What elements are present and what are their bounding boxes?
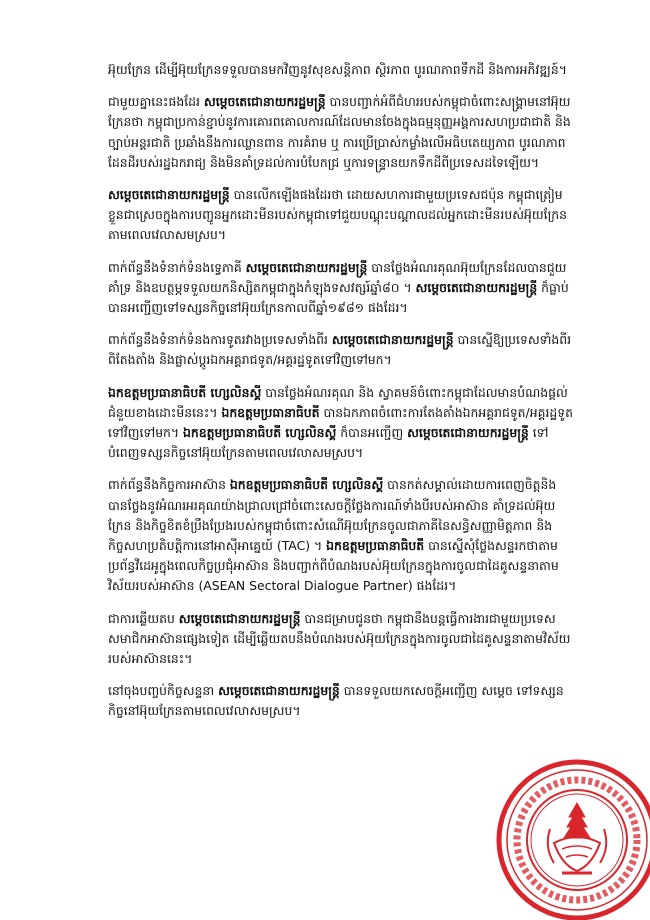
bold-text: សម្តេចតេជោនាយករដ្ឋមន្ត្រី [203,94,326,110]
document-body [108,60,573,734]
text-run: បានលើកឡើងផងដែរថា ដោយសហការជាមួយប្រទេសជប៉ុន កម្ពុជាត្រៀមខ្លួនជាស្រេចក្នុងការបញ្ជូនអ្នកដោះមីនរបស់កម្ពុជាទៅជួយបណ្តុះបណ្តាលដល់អ្នកដោះមីនរបស់អ៊ុយក្រែនតាមពេលវេលាសមស្រប។ [108,187,568,243]
bold-text: ឯកឧត្តមប្រធានាធិបតី ហ្សេលិនស្គី [229,477,384,493]
text-run: បានស្នើឱ្យប្រទេសទាំងពីរពិតែងតាំង និងផ្លាស់ប្តូរឯកអគ្គរាជទូត/អគ្គរដ្ឋទូតទៅវិញទៅមក។ [108,332,572,368]
paragraph-7 [108,475,573,596]
paragraph-1 [108,60,573,80]
paragraph-4 [108,258,573,319]
text-run: បានថ្លែងអំណរគុណ និង ស្វាគមន៍ចំពោះកម្ពុជាដែលមានបំណងផ្តល់ជំនួយខាងដោះមីននេះ។ [108,384,568,420]
bold-text: សម្តេចតេជោនាយករដ្ឋមន្ត្រី [218,683,340,699]
bold-text: ឯកឧត្តមប្រធានាធិបតី ហ្សេលិនស្គី [108,384,262,400]
bold-text: សម្តេចតេជោនាយករដ្ឋមន្ត្រី [415,279,538,295]
paragraph-3 [108,185,573,246]
bold-text: សម្តេចតេជោនាយករដ្ឋមន្ត្រី [108,187,230,203]
bold-text: ឯកឧត្តមប្រធានាធិបតី ហ្សេលិនស្គី [183,425,337,441]
official-seal-icon [482,745,650,920]
text-run: ជាមួយគ្នានេះផងដែរ [108,94,204,110]
paragraph-2 [108,92,573,173]
bold-text: ឯកឧត្តមប្រធានាធិបតី [326,538,425,554]
text-run: បានស្នើសុំថ្លែងសន្ទរកថាតាមប្រព័ន្ធវីដេអូក្នុងពេលកិច្ចប្រជុំអាស៊ាន និងបញ្ជាក់ពីបំណងរបស់អ៊ុយក្រែនក្នុងការចូលជាដៃគូសន្ទនាតាមវិស័យរបស់អាស៊ាន (ASEAN Sectoral Dialogue Partner) ផងដែរ។ [108,538,559,594]
text-run: ជាការឆ្លើយតប [108,610,179,626]
text-run: ទៅបំពេញទស្សនកិច្ចនៅអ៊ុយក្រែនតាមពេលវេលាសមស្រប។ [108,425,549,461]
text-run: បានកត់សម្គាល់ដោយការពេញចិត្តនិងបានថ្លែងនូវអំណរអរគុណយ៉ាងជ្រាលជ្រៅចំពោះសេចក្តីថ្លែងការណ៍ទាំងបីរបស់អាស៊ាន គាំទ្រដល់អ៊ុយក្រែន និងកិច្ចខិតខំប្រឹងប្រែងរបស់កម្ពុជាចំពោះសំណើអ៊ុយក្រែនចូលជាភាគីនៃសន្ធិសញ្ញាមិត្តភាព និងកិច្ចសហប្រតិបត្តិការនៅអាស៊ីអាគ្នេយ៍ (TAC) ។ [108,477,557,554]
bold-text: សម្តេចតេជោនាយករដ្ឋមន្ត្រី [178,610,301,626]
text-run: ក៏ធ្លាប់បានអញ្ជើញទៅទស្សនកិច្ចនៅអ៊ុយក្រែនកាលពីឆ្នាំ១៩៨១ ផងដែរ។ [108,279,569,316]
text-run: ពាក់ព័ន្ធនឹងទំនាក់ទំនងការទូតរវាងប្រទេសទាំងពីរ [108,332,332,348]
paragraph-5 [108,330,573,370]
bold-text: សម្តេចតេជោនាយករដ្ឋមន្ត្រី [407,425,529,441]
text-run: អ៊ុយក្រែន ដើម្បីអ៊ុយក្រែនទទួលបានមកវិញនូវសុខសន្តិភាព ស្ថិរភាព បូរណភាពទឹកដី និងការអភិវឌ្ឍន៍។ [108,62,567,77]
text-run: នៅចុងបញ្ចប់កិច្ចសន្ទនា [108,683,219,699]
paragraph-6 [108,383,573,464]
text-run: ក៏បានអញ្ជើញ [336,425,408,441]
text-run: បានថ្លែងអំណរគុណអ៊ុយក្រែនដែលបានជួយគាំទ្រ និងឧបត្ថម្ភទទួលយកនិស្សិតកម្ពុជាក្នុងកំឡុងទសវត្សរ៍ឆ្នាំ៨០ ។ [108,259,567,295]
text-run: បានជម្រាបជូនថា កម្ពុជានឹងបន្តធ្វើការងារជាមួយប្រទេសសមាជិកអាស៊ានផ្សេងទៀត ដើម្បីឆ្លើយតបនឹងបំណងរបស់អ៊ុយក្រែនក្នុងការចូលជាដៃគូសន្ទនាតាមវិស័យរបស់អាស៊ាននេះ។ [108,610,571,667]
paragraph-8 [108,609,573,670]
text-run: បានបញ្ជាក់អំពីជំហររបស់កម្ពុជាចំពោះសង្គ្រាមនៅអ៊ុយក្រែនថា កម្ពុជាប្រកាន់ខ្ជាប់នូវការគោរពគោលការណ៍ដែលមានចែងក្នុងធម្មនុញ្ញអង្គការសហប្រជាជាតិ និងច្បាប់អន្តរជាតិ ប្រឆាំងនឹងការឈ្លានពាន ការគំរាម ឬ ការប្រើប្រាស់កម្លាំងលើអធិបតេយ្យភាព បូរណភាពដែនដីរបស់រដ្ឋឯករាជ្យ និងមិនគាំទ្រដល់ការបំបែកជ្រ ឬការទន្ទ្រានយកទឹកដីពីប្រទេសដទៃឡើយ។ [108,94,571,170]
paragraph-9 [108,681,573,721]
bold-text: ឯកឧត្តមប្រធានាធិបតី [221,404,320,420]
bold-text: សម្តេចតេជោនាយករដ្ឋមន្ត្រី [245,259,368,275]
bold-text: សម្តេចតេជោនាយករដ្ឋមន្ត្រី [331,332,454,348]
text-run: ពាក់ព័ន្ធនឹងទំនាក់ទំនងទ្វេភាគី [108,259,246,275]
text-run: បានទទួលយកសេចក្តីអញ្ជើញ សម្តេច ទៅទស្សនកិច្ចនៅអ៊ុយក្រែនតាមពេលវេលាសមស្រប។ [108,683,564,719]
text-run: បានឯកភាពចំពោះការតែងតាំងឯកអគ្គរាជទូត/អគ្គរដ្ឋទូតទៅវិញទៅមក។ [108,404,573,441]
text-run: ពាក់ព័ន្ធនឹងកិច្ចការអាស៊ាន [108,477,230,493]
